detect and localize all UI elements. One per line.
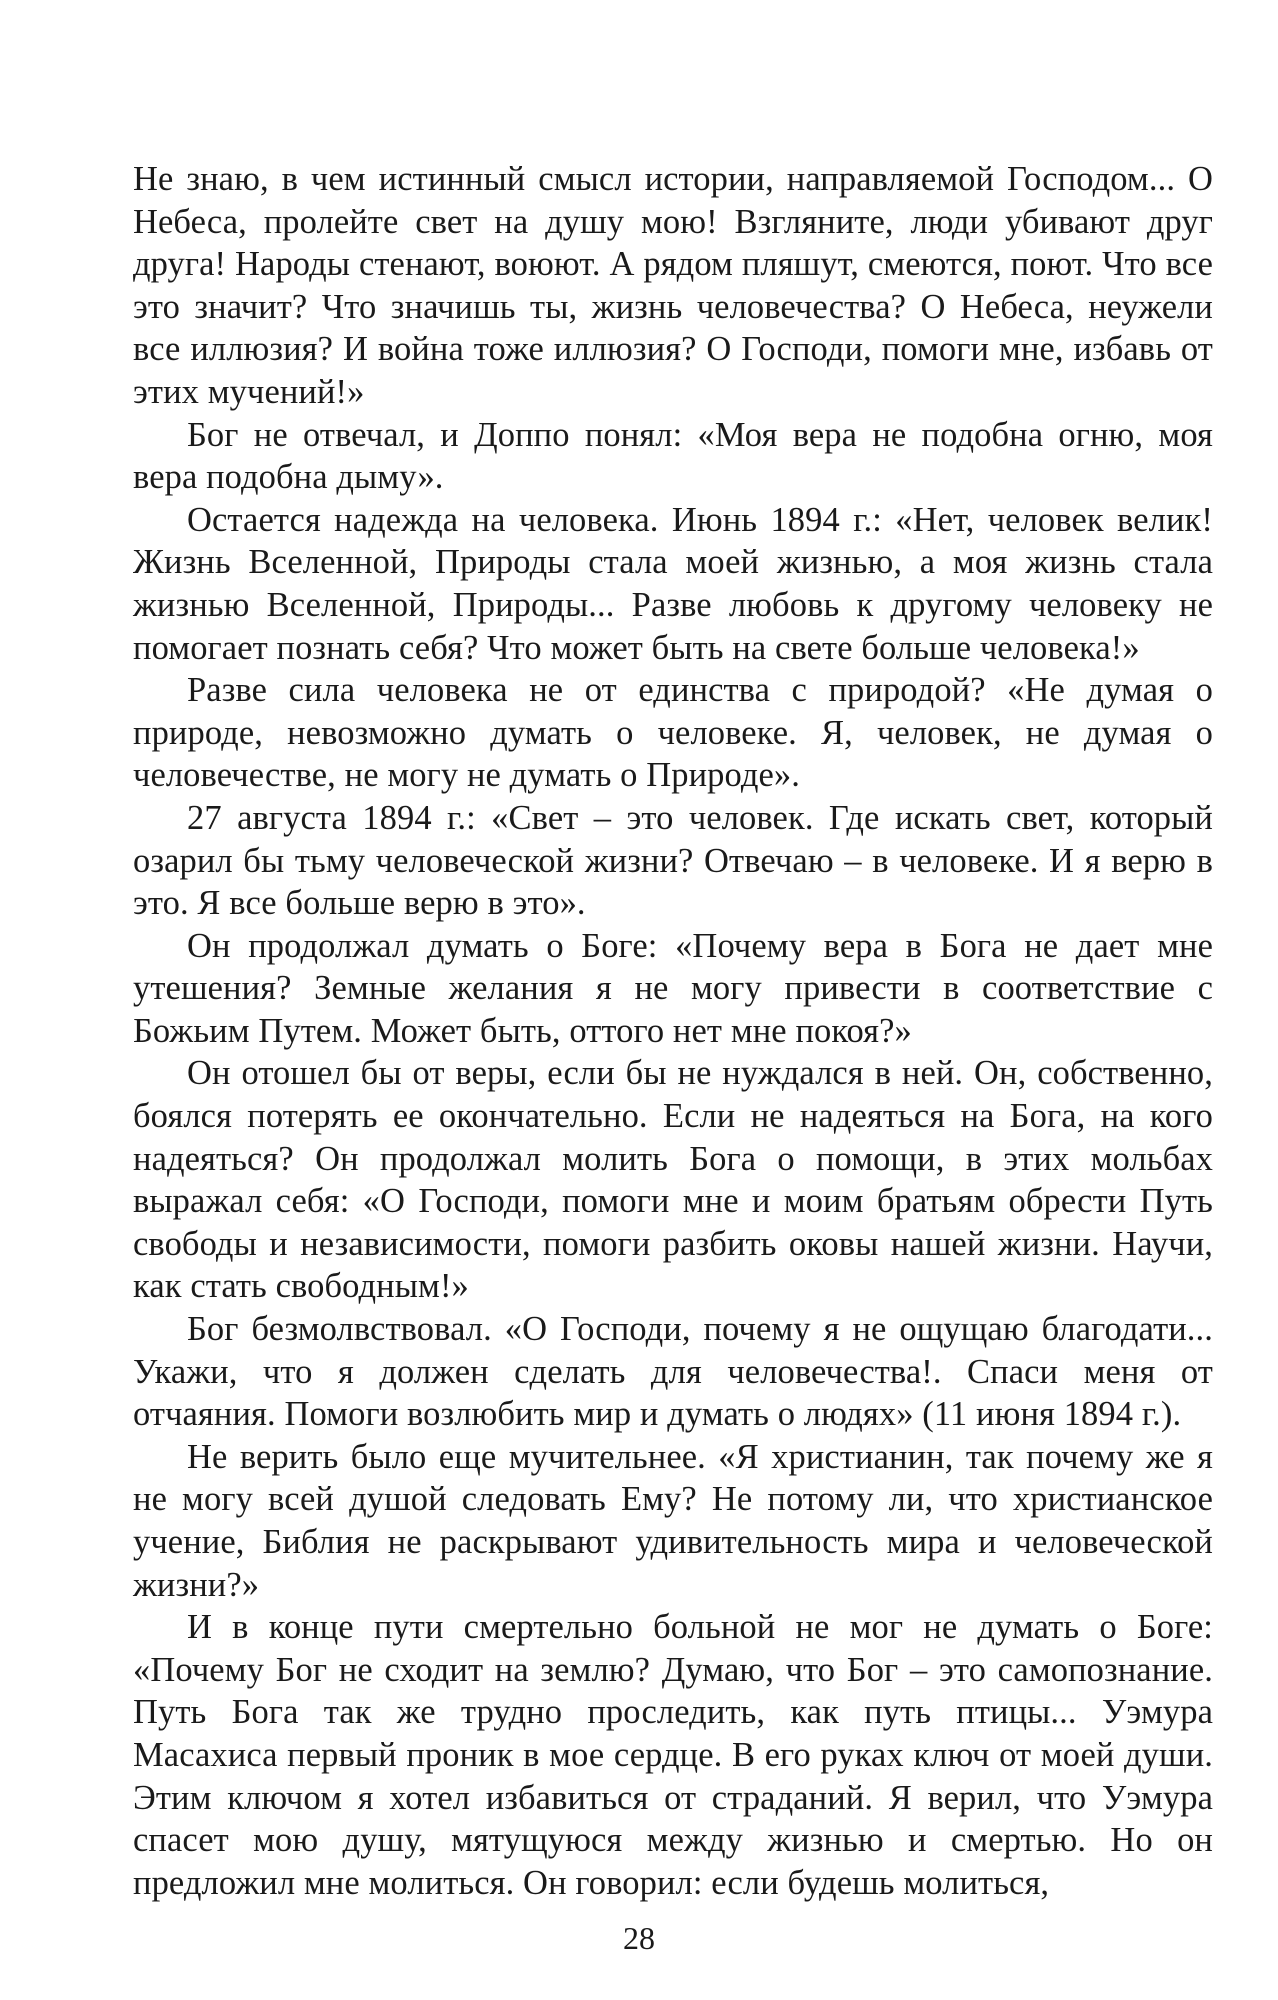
paragraph-1: Не знаю, в чем истинный смысл истории, направляемой Господом... О Небеса, пролейте свет на душу мою! Взгляните, люди убивают друг друга! Народы стенают, воюют. А рядом пляшут, смеются, поют. Что все это значит? Что значишь ты, жизнь человечества? О Небеса, неужели все иллюзия? И война тоже иллюзия? О Господи, помоги мне, избавь от этих мучений!» — [133, 160, 1213, 411]
paragraph-6: Он продолжал думать о Боге: «Почему вера в Бога не дает мне утешения? Земные желания я не могу привести в соответствие с Божьим Путем. Может быть, оттого нет мне покоя?» — [133, 926, 1213, 1050]
paragraph-9: Не верить было еще мучительнее. «Я христианин, так почему же я не могу всей душой следовать Ему? Не потому ли, что христианское учение, Библия не раскрывают удивительность мира и человеческой жизни?» — [133, 1437, 1213, 1604]
page-body — [133, 158, 1213, 1904]
paragraph-5: 27 августа 1894 г.: «Свет – это человек. Где искать свет, который озарил бы тьму человеческой жизни? Отвечаю – в человеке. И я верю в это. Я все больше верю в это». — [133, 798, 1213, 923]
paragraph-10: И в конце пути смертельно больной не мог не думать о Боге: «Почему Бог не сходит на землю? Думаю, что Бог – это самопознание. Путь Бога так же трудно проследить, как путь птицы... Уэмура Масахиса первый проник в мое сердце. В его руках ключ от моей души. Этим ключом я хотел избавиться от страданий. Я верил, что Уэмура спасет мою душу, мятущуюся между жизнью и смертью. Но он предложил мне молиться. Он говорил: если будешь молиться, — [133, 1608, 1213, 1902]
paragraph-4: Разве сила человека не от единства с природой? «Не думая о природе, невозможно думать о человеке. Я, человек, не думая о человечестве, не могу не думать о Природе». — [133, 671, 1213, 795]
paragraph-7: Он отошел бы от веры, если бы не нуждался в ней. Он, собственно, боялся потерять ее окончательно. Если не надеяться на Бога, на кого надеяться? Он продолжал молить Бога о помощи, в этих мольбах выражал себя: «О Господи, помоги мне и моим братьям обрести Путь свободы и независимости, помоги разбить оковы нашей жизни. Научи, как стать свободным!» — [133, 1054, 1213, 1306]
page-number: 28 — [623, 1920, 655, 1956]
paragraph-2: Бог не отвечал, и Доппо понял: «Моя вера не подобна огню, моя вера подобна дыму». — [133, 415, 1213, 497]
paragraph-3: Остается надежда на человека. Июнь 1894 г.: «Нет, человек велик! Жизнь Вселенной, Природы стала моей жизнью, а моя жизнь стала жизнью Вселенной, Природы... Разве любовь к другому человеку не помогает познать себя? Что может быть на свете больше человека!» — [133, 500, 1213, 667]
paragraph-8: Бог безмолвствовал. «О Господи, почему я не ощущаю благодати... Укажи, что я должен сделать для человечества!. Спаси меня от отчаяния. Помоги возлюбить мир и думать о людях» (11 июня 1894 г.). — [133, 1310, 1213, 1434]
